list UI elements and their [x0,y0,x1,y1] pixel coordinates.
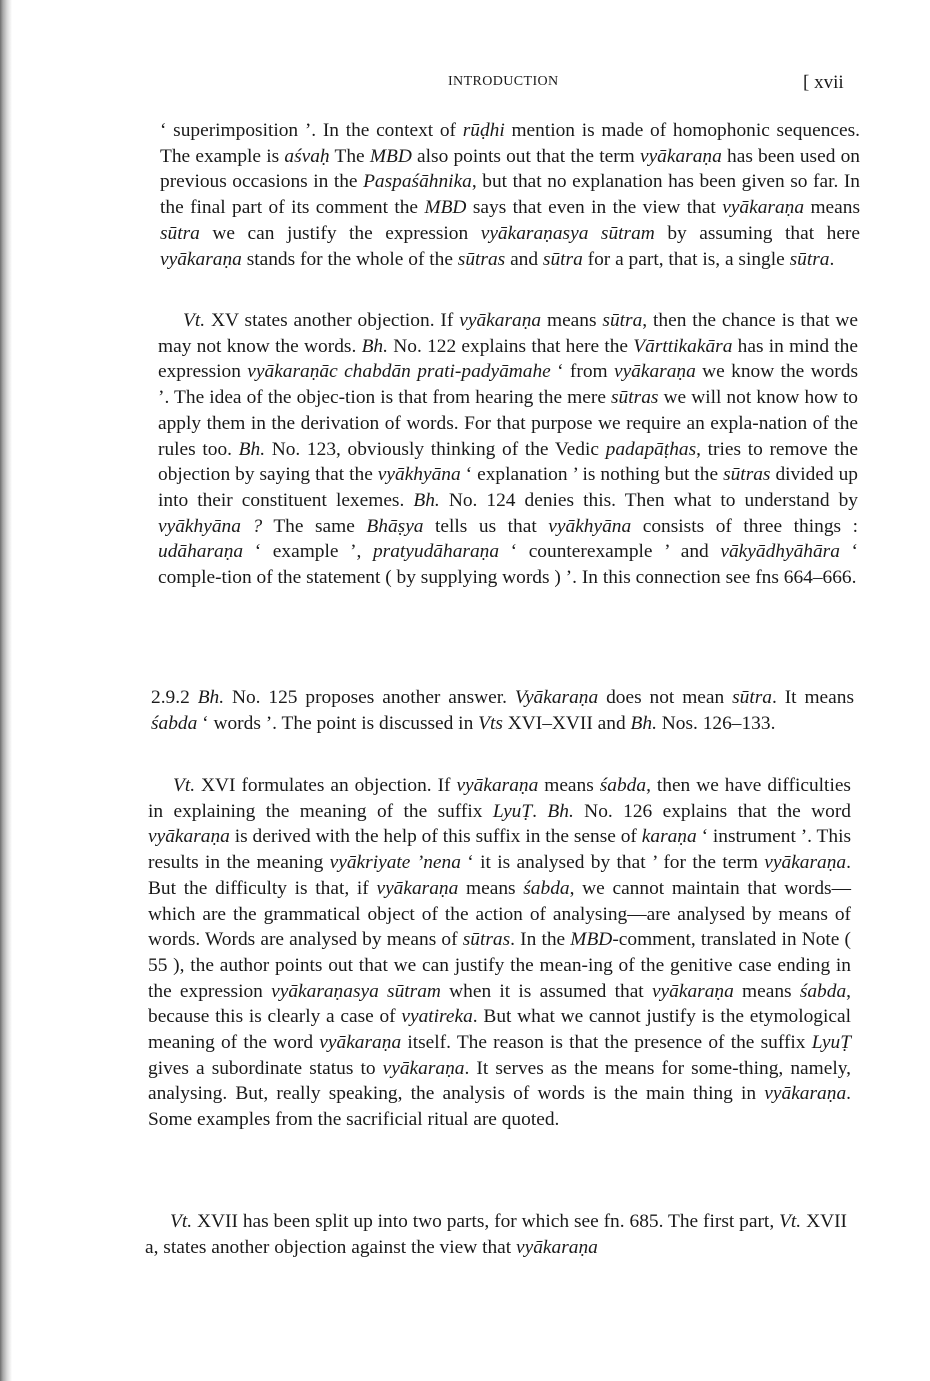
text-run: ‘ example ’, [243,541,373,563]
text-run: , then the chance is that we may not know the words. [158,310,859,357]
italic-term: Bh. [361,335,388,357]
italic-term: vyatireka [401,1006,473,1028]
text-run: ‘ explanation ’ is nothing but the [460,464,724,486]
scan-edge-shadow [0,0,12,1381]
italic-term: Vts [478,712,503,734]
text-run: . In the [510,929,571,951]
italic-term: sūtra [602,310,643,331]
text-run: . [829,248,835,270]
italic-term: vyākaraṇa [639,145,722,167]
italic-term: sūtra [160,222,200,244]
text-run: we can justify the expression [199,222,481,244]
text-run: -comment, translated in Note ( 55 ), the author points out that we can justify the mean-ing of the genitive case ending in the expression [148,929,851,1002]
italic-term: sūtra [789,248,830,270]
text-run: has in mind the expression [158,335,858,383]
text-run: we will not know how to apply them in the derivation of words. For that purpose we require an expla-nation of the rules too. [158,387,858,460]
text-run: ‘ comple-tion of the statement ( by supplying words ) ’. In this connection see fns 664–666. [158,541,858,589]
text-run: tells us that [423,515,549,537]
text-run: . But what we cannot justify is the etymological meaning of the word [148,1006,851,1054]
text-run: means [804,197,860,219]
text-run: No. 125 proposes another answer. [224,687,515,708]
italic-term: Vt. [779,1211,802,1232]
running-title: INTRODUCTION [448,74,559,89]
italic-term: vyākhyāna [377,464,461,486]
text-run: . Some examples from the sacrificial ritual are quoted. [148,1083,851,1131]
text-run: divided up into their constituent lexemes. [158,464,858,511]
text-run: No. 124 denies this. Then what to understand by [439,489,858,511]
text-run: ‘ it is analysed by that ’ for the term [460,852,765,874]
text-run: XVI–XVII and [502,712,631,734]
text-run: ‘ counterexample ’ and [499,541,721,563]
paragraph-1 [160,118,860,272]
italic-term: vyākaraṇa [459,310,542,331]
italic-term: aśvaḥ [284,145,330,167]
text-run: XVII a, states another objection against the view that [145,1211,847,1258]
text-run: . But the difficulty is that, if [148,852,851,899]
paragraph-3 [151,685,854,736]
italic-term: Paspaśāhnika [363,171,472,193]
text-run: . [532,800,548,822]
italic-term: LyuṬ [492,800,533,822]
italic-term: sūtra [732,687,772,708]
italic-term: Bh. [238,438,266,460]
text-run: consists of three things : [631,515,859,537]
italic-term: vyākhyāna [548,515,632,537]
text-run: says that even in the view that [466,197,723,219]
italic-term: vyākaraṇa [456,775,539,796]
italic-term: śabda [599,775,647,796]
italic-term: LyuṬ [811,1032,851,1054]
italic-term: vyākaraṇa [376,877,459,899]
text-run: No. 123, obviously thinking of the Vedic [265,438,606,460]
text-run: for a part, that is, a single [582,248,790,270]
italic-term: vyākhyāna ? [158,515,263,537]
italic-term: vyākaraṇa [722,197,805,219]
text-run: also points out that the term [411,145,640,167]
text-run: . It serves as the means for some-thing, namely, analysing. But, really speaking, the analysis of words is the main thing in [148,1057,851,1105]
text-run: when it is assumed that [440,980,652,1002]
text-run: is derived with the help of this suffix in the sense of [229,826,642,848]
page-number: [ xvii [803,72,844,93]
text-run: . It means [771,687,854,708]
italic-term: Bh. [630,712,657,734]
text-run: means [538,775,600,796]
text-run: has been used on previous occasions in the [160,145,860,193]
italic-term: vyākaraṇa [516,1236,598,1258]
text-run: mention is made of homophonic sequences. The example is [160,120,860,167]
text-run: by assuming that here [654,222,860,244]
italic-term: vyākaraṇa [148,826,230,848]
italic-term: Bh. [547,800,574,822]
italic-term: udāharaṇa [158,541,244,563]
text-run: , tries to remove the objection by saying that the [158,438,858,486]
text-run: gives a subordinate status to [148,1057,383,1079]
italic-term: vyākaraṇa [651,980,734,1002]
text-run: , but that no explanation has been given so far. In the final part of its comment the [160,171,860,219]
text-run: itself. The reason is that the presence of the suffix [401,1032,812,1054]
running-header [0,70,930,100]
text-run: ‘ superimposition ’. In the context of [160,120,463,141]
italic-term: vyākaraṇa [764,1083,847,1105]
text-run: we know the words ’. The idea of the objec-tion is that from hearing the mere [158,361,858,409]
italic-term: śabda [799,980,847,1002]
paragraph-2 [158,308,858,591]
italic-term: vyākaraṇasya sūtram [271,980,441,1002]
italic-term: Bhāṣya [366,515,424,537]
italic-term: sūtras [611,387,659,409]
text-run: No. 126 explains that the word [573,800,851,822]
text-run: Nos. 126–133. [656,712,776,734]
italic-term: MBD [369,145,412,167]
italic-term: vyākaraṇasya sūtram [480,222,655,244]
text-run: The [329,145,370,167]
italic-term: rūḍhi [462,120,505,141]
italic-term: sūtras [457,248,506,270]
text-run: does not mean [598,687,733,708]
italic-term: Bh. [197,687,225,708]
italic-term: sūtras [723,464,771,486]
italic-term: śabda [151,712,198,734]
italic-term: Vt. [173,775,196,796]
italic-term: Vyākaraṇa [514,687,599,708]
text-run: ‘ words ’. The point is discussed in [197,712,479,734]
italic-term: vākyādhyāhāra [720,541,840,563]
italic-term: padapāṭhas [605,438,697,460]
italic-term: karaṇa [641,826,697,848]
text-run: ‘ instrument ’. This results in the meaning [148,826,852,874]
italic-term: vyākriyate ’nena [329,852,461,874]
italic-term: Vt. [183,310,206,331]
text-run: , because this is clearly a case of [148,980,851,1028]
text-run: means [458,877,524,899]
text-run: and [505,248,543,270]
italic-term: vyākaraṇa [382,1057,465,1079]
italic-term: vyākaraṇāc chabdān prati-padyāmahe [247,361,551,383]
italic-term: vyākaraṇa [613,361,696,383]
italic-term: Vārttikakāra [633,335,733,357]
text-run: 2.9.2 [151,687,198,708]
italic-term: śabda [523,877,570,899]
italic-term: Vt. [170,1211,193,1232]
text-run: XV states another objection. If [205,310,460,331]
text-run: , we cannot maintain that words—which are the grammatical object of the action of analysing—are analysed by means of words. Words are analysed by means of [148,877,851,951]
paragraph-5 [145,1209,847,1260]
italic-term: MBD [424,197,467,219]
italic-term: pratyudāharaṇa [372,541,500,563]
italic-term: vyākaraṇa [319,1032,402,1054]
italic-term: MBD [570,929,613,951]
text-run: means [733,980,800,1002]
text-run: ‘ from [550,361,614,383]
italic-term: Bh. [413,489,440,511]
paragraph-4 [148,773,851,1133]
italic-term: sūtras [462,929,511,951]
text-run: stands for the whole of the [241,248,458,270]
text-run: XVI formulates an objection. If [195,775,457,796]
italic-term: vyākaraṇa [160,248,242,270]
text-run: The same [262,515,367,537]
text-run: , then we have difficulties in explaining the meaning of the suffix [148,775,851,822]
text-run: XVII has been split up into two parts, for which see fn. 685. The first part, [192,1211,780,1232]
italic-term: vyākaraṇa [764,852,847,874]
text-run: No. 122 explains that here the [387,335,634,357]
italic-term: sūtra [542,248,583,270]
text-run: means [541,310,603,331]
